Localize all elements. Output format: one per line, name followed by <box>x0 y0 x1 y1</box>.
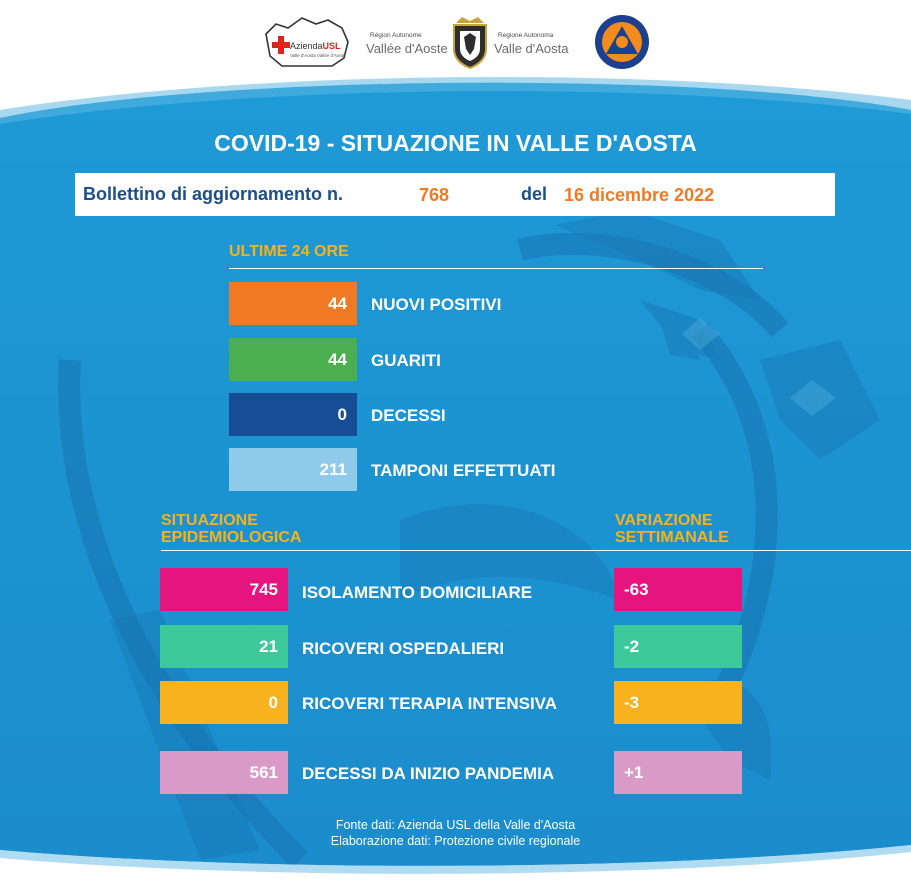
total-deaths-value: 561 <box>160 751 288 794</box>
region-it-main: Valle d'Aosta <box>494 41 569 56</box>
protezione-civile-logo <box>594 14 650 70</box>
coat-of-arms-icon <box>450 15 490 69</box>
variation-heading-line1: VARIAZIONE <box>615 512 713 529</box>
recovered-value: 44 <box>229 338 357 381</box>
usl-name-bold: USL <box>322 41 341 51</box>
intensive-care-variation: -3 <box>614 681 742 724</box>
new-positives-value: 44 <box>229 282 357 325</box>
total-deaths-label: DECESSI DA INIZIO PANDEMIA <box>302 764 555 783</box>
hospitalized-value: 21 <box>160 625 288 668</box>
last24-heading: ULTIME 24 ORE <box>229 243 349 260</box>
deaths-value: 0 <box>229 393 357 436</box>
region-it-top: Regione Autonoma <box>498 32 554 39</box>
situation-heading-line1: SITUAZIONE <box>161 512 258 529</box>
region-it-logo <box>492 33 576 57</box>
intensive-care-label: RICOVERI TERAPIA INTENSIVA <box>302 694 558 713</box>
region-fr-logo <box>364 33 448 57</box>
bulletin-number: 768 <box>419 185 450 205</box>
total-deaths-variation: +1 <box>614 751 742 794</box>
situation-heading-line2: EPIDEMIOLOGICA <box>161 529 302 546</box>
tests-value: 211 <box>229 448 357 491</box>
usl-name: Azienda <box>290 41 323 51</box>
deaths-label: DECESSI <box>371 406 446 425</box>
protezione-civile-icon <box>594 14 650 70</box>
region-fr-main: Vallée d'Aoste <box>366 41 448 56</box>
bulletin-date: 16 dicembre 2022 <box>564 185 715 205</box>
home-isolation-label: ISOLAMENTO DOMICILIARE <box>302 583 533 602</box>
intensive-care-value: 0 <box>160 681 288 724</box>
coat-of-arms-logo <box>450 15 490 69</box>
variation-heading-line2: SETTIMANALE <box>615 529 729 546</box>
usl-subtitle: Valle d'Aosta Vallée d'Aoste <box>290 53 346 58</box>
hospitalized-variation: -2 <box>614 625 742 668</box>
bulletin-del-label: del <box>521 184 548 204</box>
footer-elaboration: Elaborazione dati: Protezione civile regionale <box>330 834 581 848</box>
azienda-usl-logo <box>262 14 352 72</box>
new-positives-label: NUOVI POSITIVI <box>371 295 502 314</box>
home-isolation-variation: -63 <box>614 568 742 611</box>
footer-source: Fonte dati: Azienda USL della Valle d'Aosta <box>335 818 576 832</box>
recovered-label: GUARITI <box>371 351 441 370</box>
bulletin-bar <box>75 173 835 216</box>
situation-heading <box>161 512 301 546</box>
tests-label: TAMPONI EFFETTUATI <box>371 461 556 480</box>
bulletin-label: Bollettino di aggiornamento n. <box>83 184 343 204</box>
home-isolation-value: 745 <box>160 568 288 611</box>
last24-rule <box>229 268 763 269</box>
situation-rule <box>161 550 911 551</box>
hospitalized-label: RICOVERI OSPEDALIERI <box>302 639 505 658</box>
region-fr-top: Région Autonome <box>370 32 422 39</box>
page-title: COVID-19 - SITUAZIONE IN VALLE D'AOSTA <box>214 130 697 156</box>
variation-heading <box>615 512 729 546</box>
logo-header <box>0 0 911 82</box>
